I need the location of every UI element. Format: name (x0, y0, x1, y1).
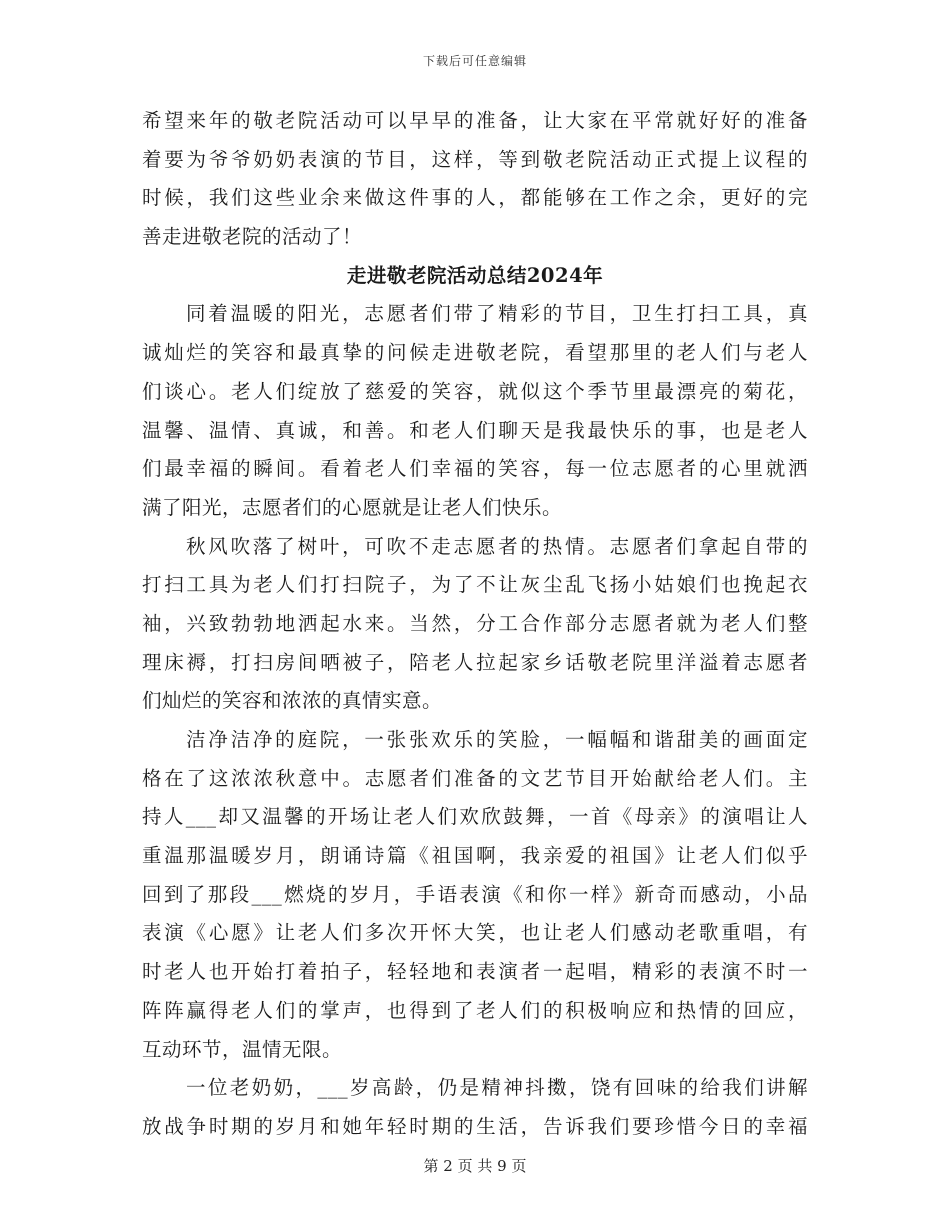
paragraph (142, 295, 808, 527)
text-line: 们灿烂的笑容和浓浓的真情实意。 (142, 689, 443, 713)
text-line: 打扫工具为老人们打扫院子，为了不让灰尘乱飞扬小姑娘们也挽起衣 (142, 573, 808, 597)
text-line: 时老人也开始打着拍子，轻轻地和表演者一起唱，精彩的表演不时一 (142, 960, 808, 984)
section-title: 走进敬老院活动总结2024年 (346, 263, 604, 287)
paragraph (142, 721, 808, 1069)
text-line: 阵阵赢得老人们的掌声，也得到了老人们的积极响应和热情的回应， (142, 998, 808, 1022)
text-line: 回到了那段___燃烧的岁月，手语表演《和你一样》新奇而感动，小品 (142, 882, 808, 906)
page-footer: 第 2 页 共 9 页 (423, 1157, 527, 1175)
page-header: 下载后可任意编辑 (422, 54, 527, 68)
text-line: 满了阳光，志愿者们的心愿就是让老人们快乐。 (142, 495, 563, 519)
document-body (142, 102, 808, 1147)
text-line: 袖，兴致勃勃地洒起水来。当然，分工合作部分志愿者就为老人们整 (142, 611, 808, 635)
text-line: 格在了这浓浓秋意中。志愿者们准备的文艺节目开始献给老人们。主 (142, 766, 808, 790)
text-line: 一位老奶奶，___岁高龄，仍是精神抖擞，饶有回味的给我们讲解 (186, 1076, 808, 1100)
text-line: 诚灿烂的笑容和最真挚的问候走进敬老院，看望那里的老人们与老人 (142, 341, 808, 365)
paragraph (142, 1069, 808, 1146)
text-line: 互动环节，温情无限。 (142, 1037, 343, 1061)
text-line: 们谈心。老人们绽放了慈爱的笑容，就似这个季节里最漂亮的菊花， (142, 379, 808, 403)
text-line: 善走进敬老院的活动了！ (142, 225, 363, 249)
text-line: 持人___却又温馨的开场让老人们欢欣鼓舞，一首《母亲》的演唱让人 (142, 805, 808, 829)
text-line: 理床褥，打扫房间晒被子，陪老人拉起家乡话敬老院里洋溢着志愿者 (142, 650, 808, 674)
text-line: 希望来年的敬老院活动可以早早的准备，让大家在平常就好好的准备 (142, 109, 808, 132)
paragraph (142, 528, 808, 721)
text-line: 着要为爷爷奶奶表演的节目，这样，等到敬老院活动正式提上议程的 (142, 147, 808, 171)
text-line: 时候，我们这些业余来做这件事的人，都能够在工作之余，更好的完 (142, 186, 808, 210)
text-line: 表演《心愿》让老人们多次开怀大笑，也让老人们感动老歌重唱，有 (142, 921, 808, 945)
text-line: 放战争时期的岁月和她年轻时期的生活，告诉我们要珍惜今日的幸福 (142, 1114, 808, 1138)
intro-paragraph (142, 102, 808, 257)
text-line: 们最幸福的瞬间。看着老人们幸福的笑容，每一位志愿者的心里就洒 (142, 457, 808, 481)
text-line: 秋风吹落了树叶，可吹不走志愿者的热情。志愿者们拿起自带的 (186, 534, 808, 558)
text-line: 同着温暖的阳光，志愿者们带了精彩的节目，卫生打扫工具，真 (186, 302, 808, 326)
text-line: 重温那温暖岁月，朗诵诗篇《祖国啊，我亲爱的祖国》让老人们似乎 (142, 844, 808, 868)
text-line: 温馨、温情、真诚，和善。和老人们聊天是我最快乐的事，也是老人 (142, 418, 808, 442)
text-line: 洁净洁净的庭院，一张张欢乐的笑脸，一幅幅和谐甜美的画面定 (186, 728, 808, 751)
